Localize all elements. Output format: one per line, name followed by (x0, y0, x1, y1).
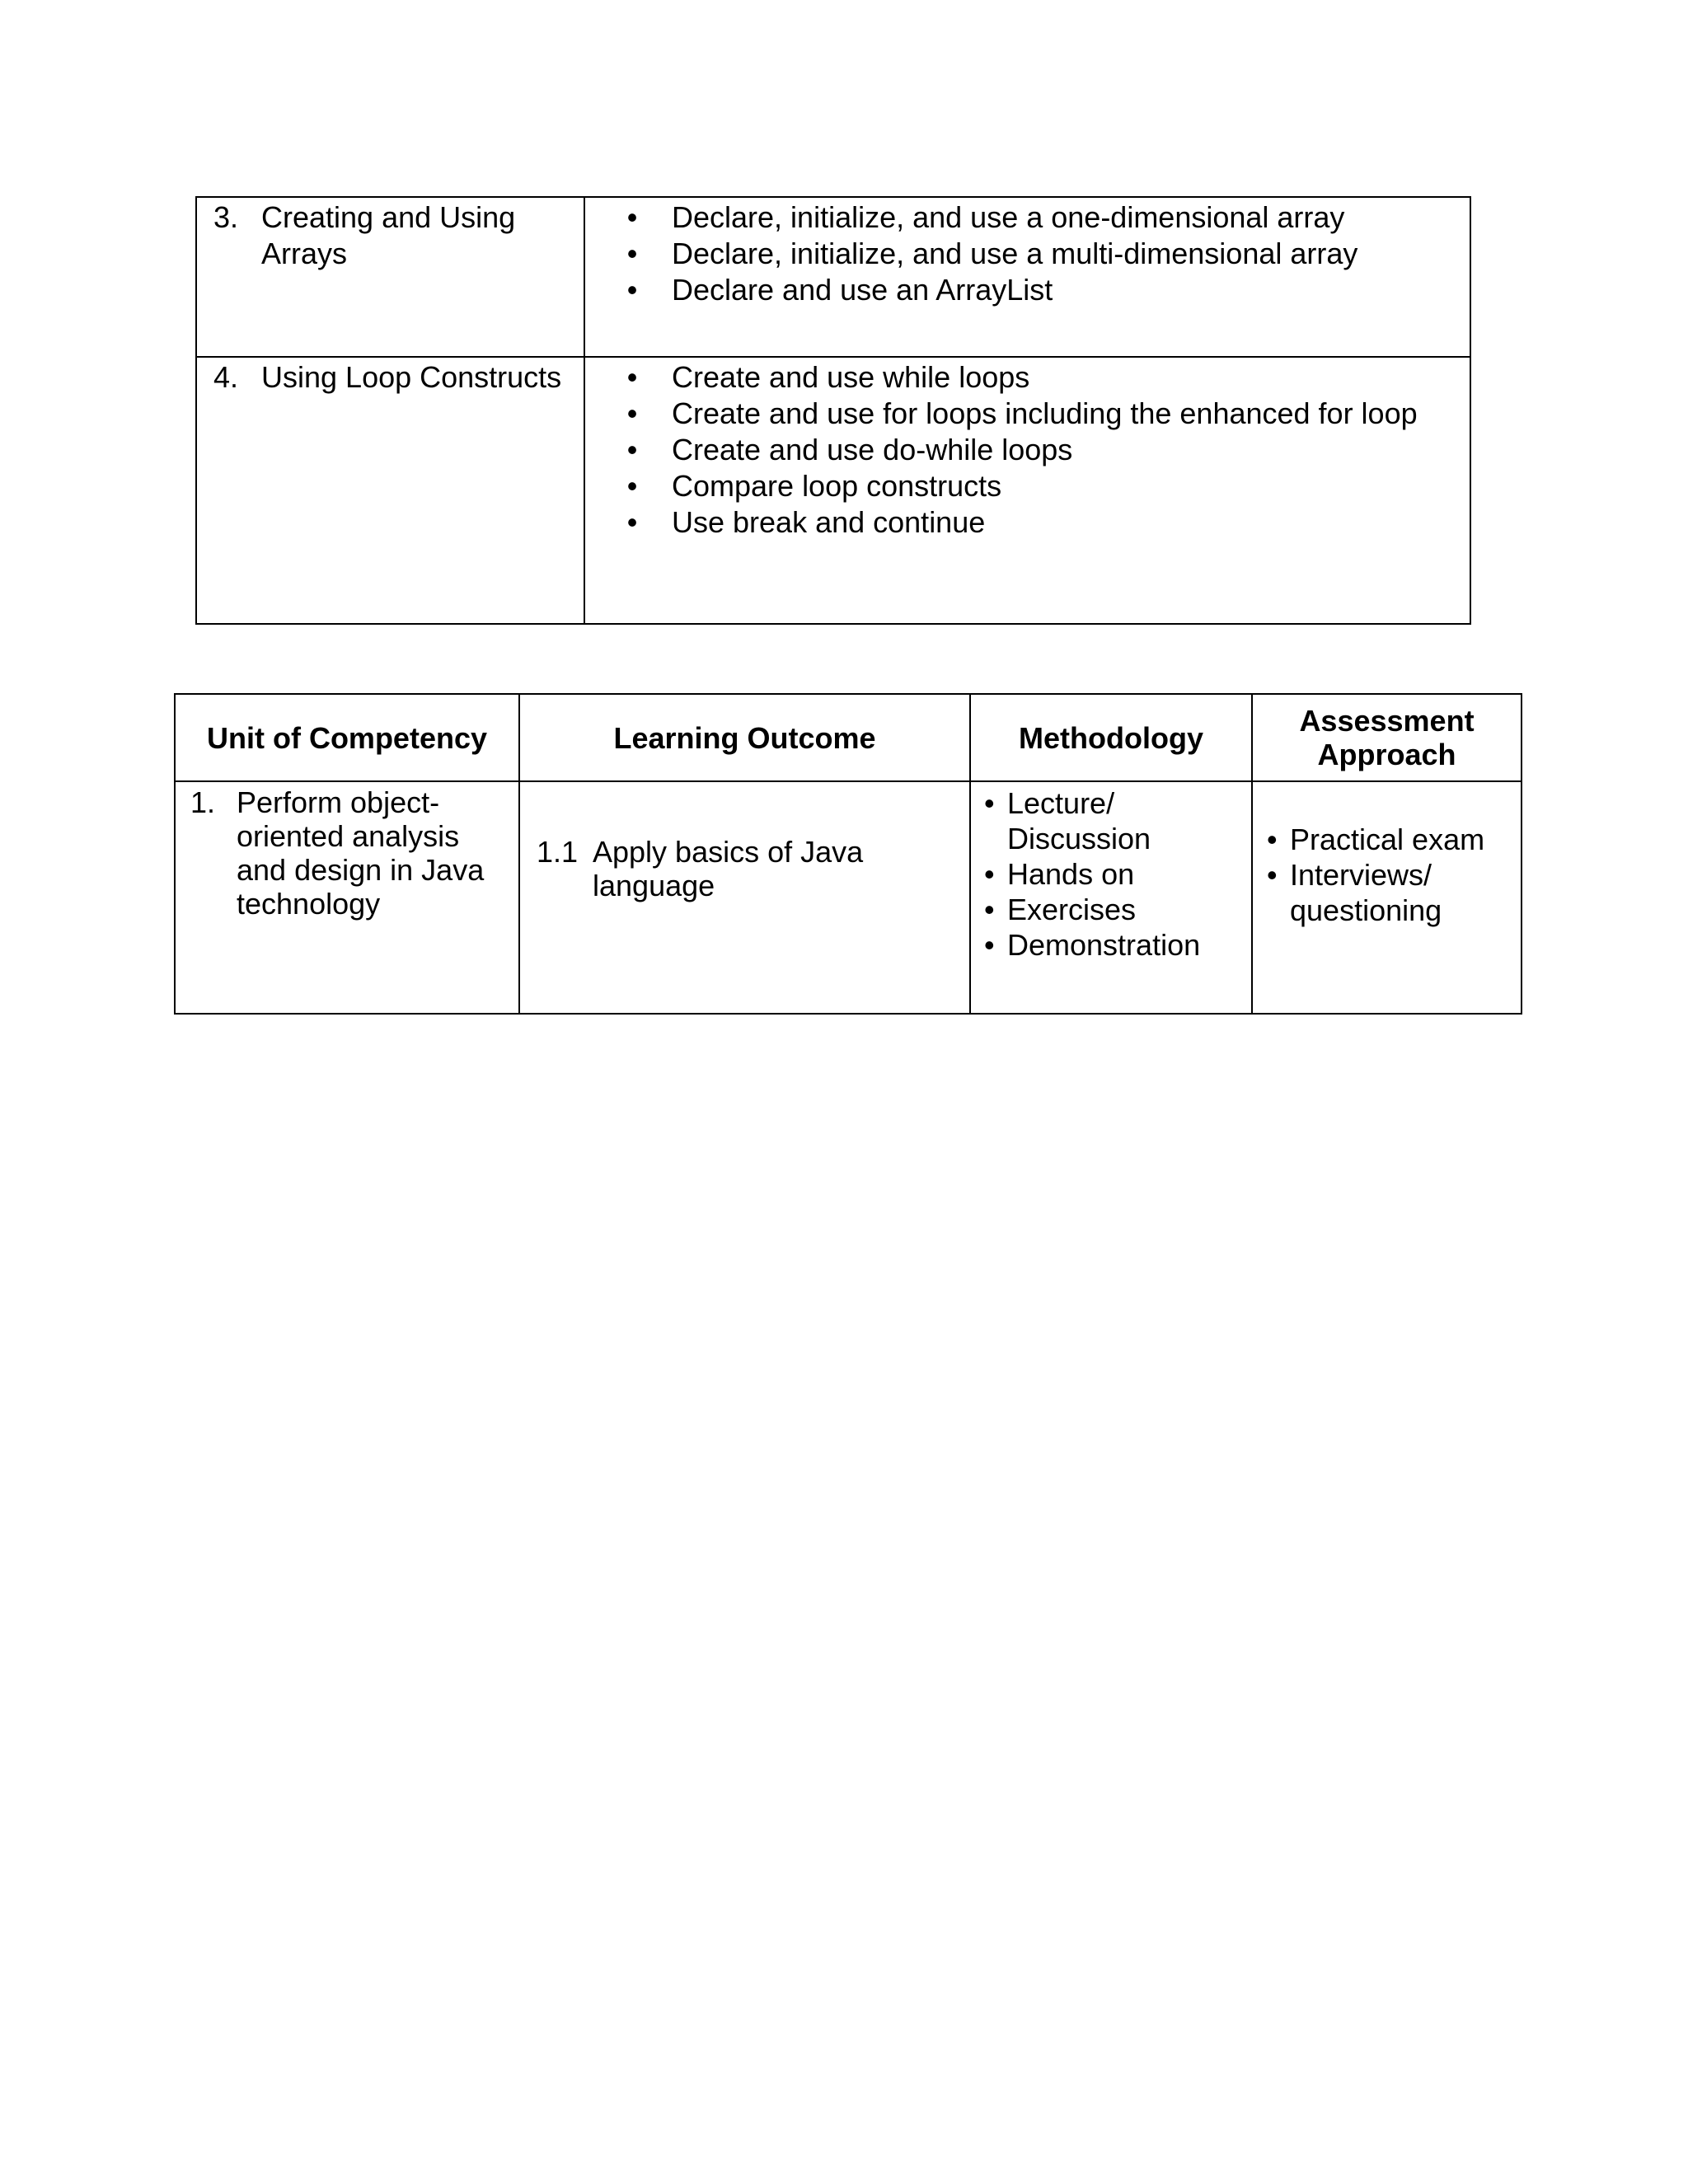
bullet-icon: • (626, 396, 638, 430)
list-item: • Create and use while loops (585, 359, 1461, 396)
list-item: • Create and use for loops including the enhanced for loop (585, 396, 1461, 432)
header-assessment-approach: Assessment Approach (1252, 694, 1522, 781)
methodology-list (971, 782, 1251, 963)
list-item: • Demonstration (984, 928, 1201, 962)
outcome-text: Apply basics of Java language (593, 835, 864, 902)
list-item: • Exercises (984, 893, 1137, 926)
bullet-icon: • (984, 786, 995, 820)
table-row (175, 781, 1522, 1014)
objective-list (585, 358, 1470, 541)
bullet-icon: • (984, 857, 995, 891)
list-item: • Declare, initialize, and use a multi-dimensional array (585, 236, 1461, 272)
topic-title: Creating and Using Arrays (261, 200, 516, 270)
objectives-cell (584, 357, 1470, 624)
bullet-icon: • (1267, 858, 1278, 892)
objective-list (585, 198, 1470, 308)
table-row (196, 197, 1470, 357)
list-item: • Interviews/ questioning (1267, 858, 1442, 927)
list-item: • Use break and continue (585, 504, 1461, 541)
bullet-icon: • (626, 469, 638, 503)
bullet-icon: • (626, 433, 638, 466)
assessment-cell (1252, 781, 1522, 1014)
topic-cell (196, 357, 584, 624)
list-item: • Compare loop constructs (585, 468, 1461, 504)
header-row (175, 694, 1522, 781)
assessment-list (1253, 822, 1521, 928)
list-item: • Declare and use an ArrayList (585, 272, 1461, 308)
objectives-cell (584, 197, 1470, 357)
unit-text: Perform object-oriented analysis and design in Java technology (237, 785, 485, 921)
bullet-icon: • (984, 928, 995, 962)
topics-table (195, 196, 1471, 625)
list-item: • Hands on (984, 857, 1135, 891)
list-item: • Declare, initialize, and use a one-dimensional array (585, 199, 1461, 236)
outcome-cell (519, 781, 970, 1014)
header-learning-outcome: Learning Outcome (519, 694, 970, 781)
topic-number: 3. (213, 200, 239, 234)
unit-number: 1. (190, 785, 216, 819)
table-row (196, 357, 1470, 624)
bullet-icon: • (626, 505, 638, 539)
list-item: • Practical exam (1267, 823, 1485, 856)
outcome-number: 1.1 (537, 835, 579, 869)
list-item: • Lecture/ Discussion (984, 786, 1151, 855)
unit-cell (175, 781, 519, 1014)
bullet-icon: • (626, 360, 638, 394)
bullet-icon: • (1267, 823, 1278, 856)
header-methodology: Methodology (970, 694, 1252, 781)
bullet-icon: • (626, 273, 638, 307)
competency-table (174, 693, 1522, 1015)
topic-number: 4. (213, 360, 239, 394)
methodology-cell (970, 781, 1252, 1014)
list-item: • Create and use do-while loops (585, 432, 1461, 468)
topic-cell (196, 197, 584, 357)
bullet-icon: • (984, 893, 995, 926)
header-unit-of-competency: Unit of Competency (175, 694, 519, 781)
bullet-icon: • (626, 200, 638, 234)
bullet-icon: • (626, 237, 638, 270)
topic-title: Using Loop Constructs (261, 360, 562, 394)
